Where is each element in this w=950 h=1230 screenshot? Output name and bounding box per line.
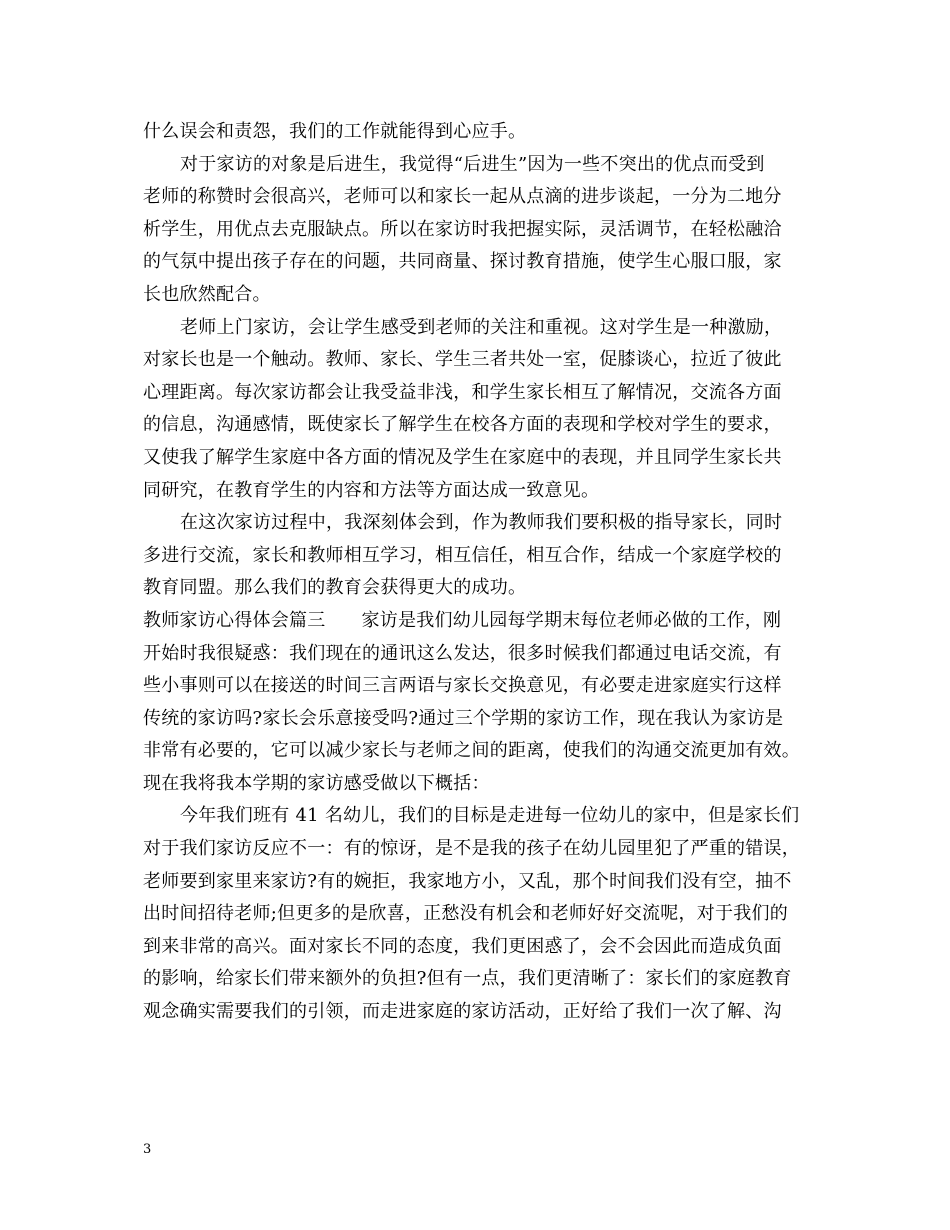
paragraph-line: 老师要到家里来家访?有的婉拒，我家地方小，又乱，那个时间我们没有空，抽不: [143, 870, 792, 892]
page-number: 3: [143, 1142, 152, 1157]
paragraph-line: 老师上门家访，会让学生感受到老师的关注和重视。这对学生是一种激励，: [180, 316, 783, 338]
paragraph-line: 非常有必要的，它可以减少家长与老师之间的距离，使我们的沟通交流更加有效。: [143, 740, 800, 762]
paragraph-line: 什么误会和责怨，我们的工作就能得到心应手。: [143, 121, 527, 142]
paragraph-line: 析学生，用优点去克服缺点。所以在家访时我把握实际，灵活调节，在轻松融洽: [143, 218, 782, 240]
document-body: [143, 116, 823, 1029]
paragraph-line: 对于家访的对象是后进生，我觉得“后进生”因为一些不突出的优点而受到: [180, 153, 765, 175]
section-title: 教师家访心得体会篇三: [143, 609, 326, 631]
paragraph-line: 现在我将我本学期的家访感受做以下概括：: [143, 772, 490, 794]
paragraph-line: 的气氛中提出孩子存在的问题，共同商量、探讨教育措施，使学生心服口服，家: [143, 251, 782, 273]
paragraph-line: 心理距离。每次家访都会让我受益非浅，和学生家长相互了解情况，交流各方面: [143, 381, 782, 403]
paragraph-line: 的信息，沟通感情，既使家长了解学生在校各方面的表现和学校对学生的要求，: [143, 414, 782, 436]
paragraph-line: 又使我了解学生家庭中各方面的情况及学生在家庭中的表现，并且同学生家长共: [143, 446, 782, 468]
paragraph-line: 老师的称赞时会很高兴，老师可以和家长一起从点滴的进步谈起，一分为二地分: [143, 186, 782, 208]
paragraph-line: 对于我们家访反应不一：有的惊讶，是不是我的孩子在幼儿园里犯了严重的错误，: [143, 838, 800, 860]
paragraph-line: 出时间招待老师;但更多的是欣喜，正愁没有机会和老师好好交流呢，对于我们的: [143, 903, 789, 925]
paragraph-line: 今年我们班有 41 名幼儿，我们的目标是走进每一位幼儿的家中，但是家长们: [180, 805, 800, 827]
paragraph-line: 开始时我很疑惑：我们现在的通讯这么发达，很多时候我们都通过电话交流，有: [143, 642, 782, 664]
paragraph-line: 些小事则可以在接送的时间三言两语与家长交换意见，有必要走进家庭实行这样: [143, 675, 782, 697]
section-heading-line: [143, 605, 823, 638]
paragraph-line: 教育同盟。那么我们的教育会获得更大的成功。: [143, 577, 527, 599]
paragraph-line: 观念确实需要我们的引领，而走进家庭的家访活动，正好给了我们一次了解、沟: [143, 1001, 782, 1023]
paragraph-line: 同研究，在教育学生的内容和方法等方面达成一致意见。: [143, 479, 600, 501]
paragraph-line: 长也欣然配合。: [143, 283, 271, 305]
paragraph-line: 多进行交流，家长和教师相互学习，相互信任，相互合作，结成一个家庭学校的: [143, 544, 782, 566]
paragraph-line: 到来非常的高兴。面对家长不同的态度，我们更困惑了，会不会因此而造成负面: [143, 935, 782, 957]
paragraph-line: 在这次家访过程中，我深刻体会到，作为教师我们要积极的指导家长，同时: [180, 512, 783, 534]
section-first-text: 家访是我们幼儿园每学期末每位老师必做的工作，刚: [361, 609, 782, 631]
paragraph-line: 传统的家访吗?家长会乐意接受吗?通过三个学期的家访工作，现在我认为家访是: [143, 707, 784, 729]
paragraph-line: 的影响，给家长们带来额外的负担?但有一点，我们更清晰了：家长们的家庭教育: [143, 968, 792, 990]
paragraph-line: 对家长也是一个触动。教师、家长、学生三者共处一室，促膝谈心，拉近了彼此: [143, 349, 782, 371]
